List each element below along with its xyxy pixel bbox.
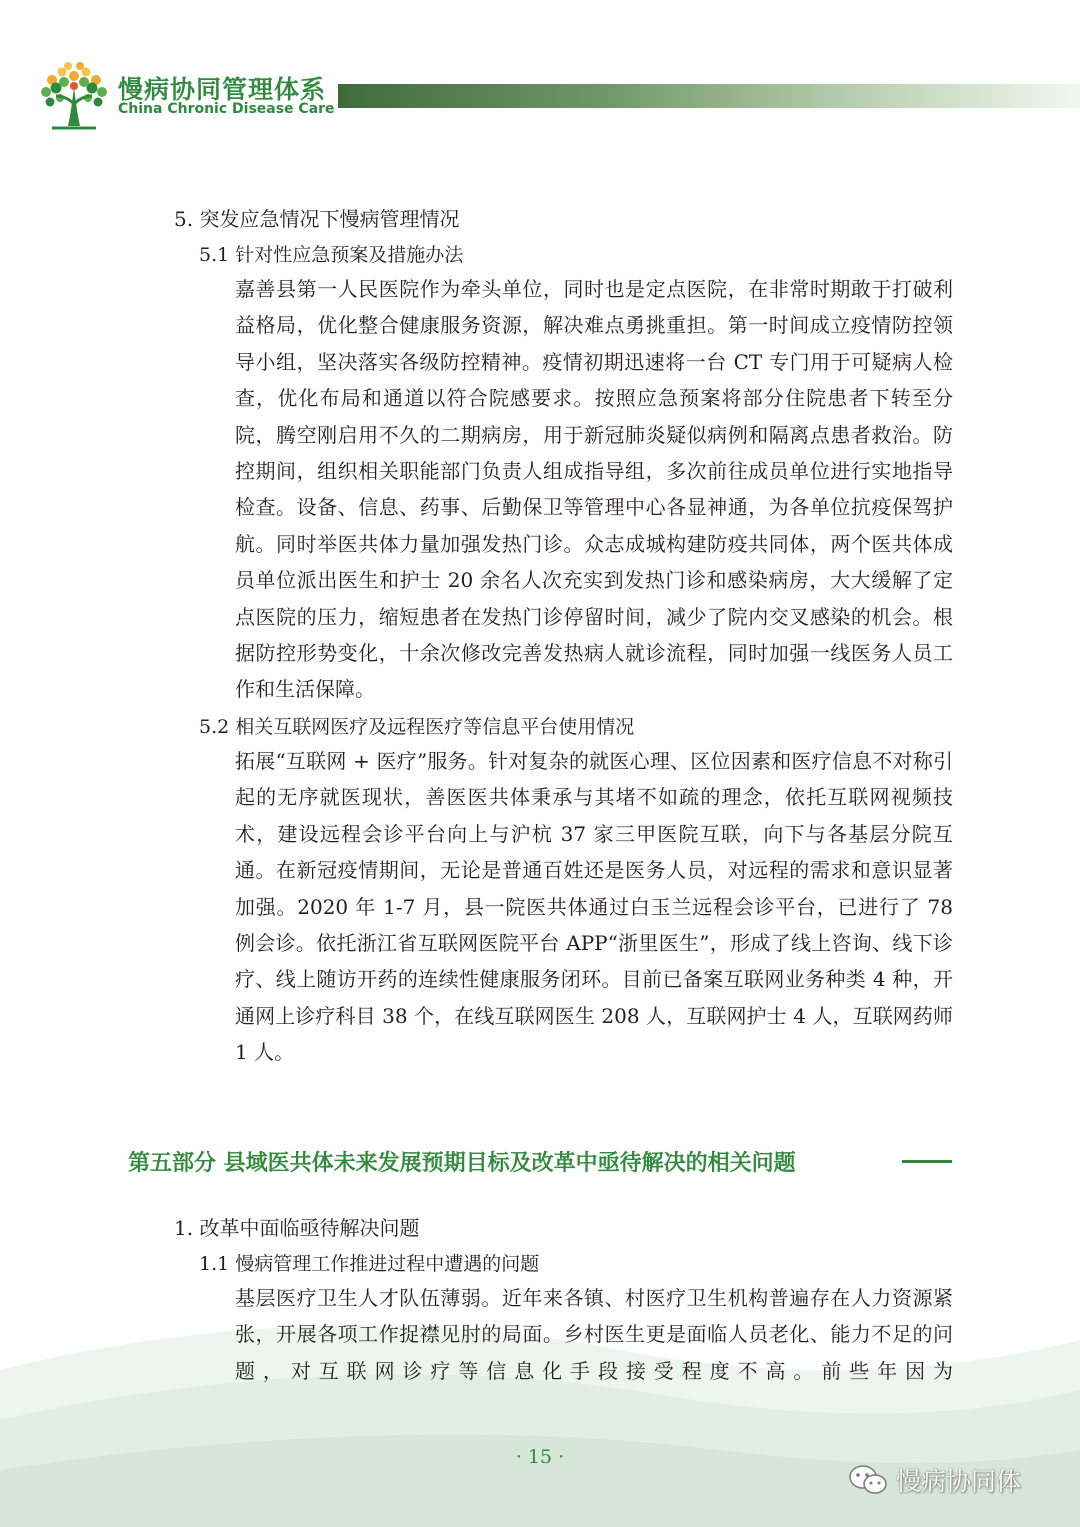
- wechat-icon: [848, 1464, 888, 1496]
- wechat-watermark: [848, 1463, 1021, 1497]
- part-5-title: 第五部分 县域医共体未来发展预期目标及改革中亟待解决的相关问题: [128, 1151, 796, 1176]
- heading-problem-1-1: 1.1 慢病管理工作推进过程中遭遇的问题: [199, 1253, 540, 1275]
- heading-section-5-1: 5.1 针对性应急预案及措施办法: [199, 244, 464, 266]
- tree-logo-icon: [38, 58, 110, 132]
- part-5-title-underline: [902, 1160, 952, 1163]
- page-header: [0, 0, 1080, 150]
- brand-name-en: China Chronic Disease Care: [118, 101, 335, 117]
- heading-section-5-2: 5.2 相关互联网医疗及远程医疗等信息平台使用情况: [199, 716, 635, 738]
- wechat-account-name: 慢病协同体: [896, 1467, 1022, 1496]
- paragraph-section-5-1: 嘉善县第一人民医院作为牵头单位，同时也是定点医院，在非常时期敢于打破利益格局，优化整合健康服务资源，解决难点勇挑重担。第一时间成立疫情防控领导小组，坚决落实各级防控精神。疫情初期迅速将一台 CT 专门用于可疑病人检查，优化布局和通道以符合院感要求。按照应急预案将部分住院患者下转至分院，腾空刚启用不久的二期病房，用于新冠肺炎疑似病例和隔离点患者救治。防控期间，组织相关职能部门负责人组成指导组，多次前往成员单位进行实地指导检查。设备、信息、药事、后勤保卫等管理中心各显神通，为各单位抗疫保驾护航。同时举医共体力量加强发热门诊。众志成城构建防疫共同体，两个医共体成员单位派出医生和护士 20 余名人次充实到发热门诊和感染病房，大大缓解了定点医院的压力，缩短患者在发热门诊停留时间，减少了院内交叉感染的机会。根据防控形势变化，十余次修改完善发热病人就诊流程，同时加强一线医务人员工作和生活保障。: [235, 277, 953, 702]
- page-number: · 15 ·: [515, 1446, 565, 1468]
- paragraph-problem-1-1: 基层医疗卫生人才队伍薄弱。近年来各镇、村医疗卫生机构普遍存在人力资源紧张，开展各项工作捉襟见肘的局面。乡村医生更是面临人员老化、能力不足的问题，对互联网诊疗等信息化手段接受程度不高。前些年因为: [235, 1286, 953, 1383]
- brand-name-cn: 慢病协同管理体系: [118, 75, 327, 104]
- heading-problem-1: 1. 改革中面临亟待解决问题: [174, 1216, 420, 1240]
- paragraph-section-5-2: 拓展“互联网 + 医疗”服务。针对复杂的就医心理、区位因素和医疗信息不对称引起的无序就医现状，善医医共体秉承与其堵不如疏的理念，依托互联网视频技术，建设远程会诊平台向上与沪杭 37 家三甲医院互联，向下与各基层分院互通。在新冠疫情期间，无论是普通百姓还是医务人员，对远程的需求和意识显著加强。2020 年 1-7 月，县一院医共体通过白玉兰远程会诊平台，已进行了 78 例会诊。依托浙江省互联网医院平台 APP“浙里医生”，形成了线上咨询、线下诊疗、线上随访开药的连续性健康服务闭环。目前已备案互联网业务种类 4 种，开通网上诊疗科目 38 个，在线互联网医生 208 人，互联网护士 4 人，互联网药师 1 人。: [235, 749, 953, 1065]
- heading-section-5: 5. 突发应急情况下慢病管理情况: [174, 207, 460, 231]
- header-gradient-bar: [338, 84, 1080, 108]
